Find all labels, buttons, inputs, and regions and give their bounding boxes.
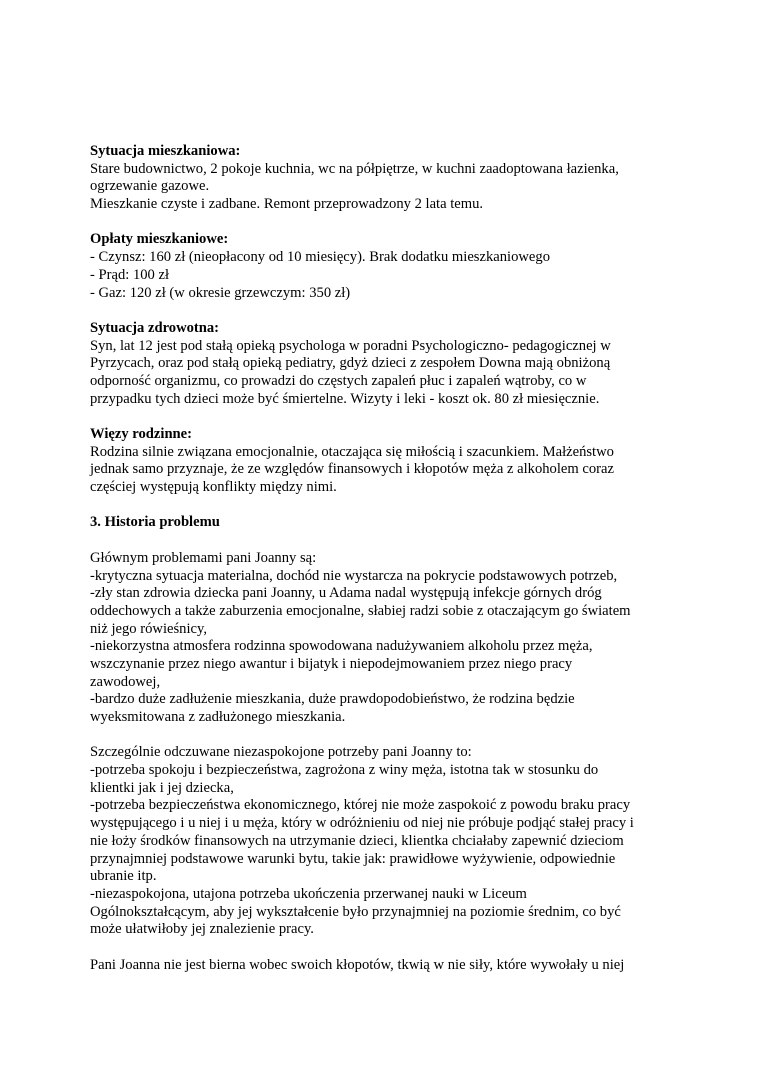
paragraph-line: częściej występują konflikty między nimi. (90, 479, 337, 496)
list-item: -niezaspokojona, utajona potrzeba ukończenia przerwanej nauki w Liceum (90, 885, 527, 902)
list-item: -niekorzystna atmosfera rodzinna spowodowana nadużywaniem alkoholu przez męża, (90, 638, 593, 655)
paragraph-spacer (90, 302, 680, 320)
section-family (90, 426, 680, 497)
list-item: może ułatwiłoby jej znalezienie pracy. (90, 921, 314, 938)
paragraph-line: Pyrzycach, oraz pod stałą opieką pediatry, gdyż dzieci z zespołem Downa mają obniżoną (90, 355, 611, 372)
list-item: wyeksmitowana z zadłużonego mieszkania. (90, 709, 346, 725)
section-health (90, 320, 680, 408)
paragraph-line: ogrzewanie gazowe. (90, 178, 210, 195)
section-housing (90, 143, 680, 214)
list-item: Ogólnokształcącym, aby jej wykształcenie było przynajmniej na poziomie średnim, co być (90, 903, 621, 920)
list-item: zawodowej, (90, 673, 161, 690)
section-heading-housing: Sytuacja mieszkaniowa: (90, 143, 241, 159)
paragraph-spacer (90, 497, 680, 515)
section-heading-health: Sytuacja zdrowotna: (90, 319, 220, 336)
paragraph-spacer (90, 214, 680, 232)
paragraph-line: Syn, lat 12 jest pod stałą opieką psychologa w poradni Psychologiczno- pedagogicznej w (90, 337, 611, 354)
section-heading-fees: Opłaty mieszkaniowe: (90, 231, 229, 248)
section-needs (90, 744, 680, 939)
section-problems (90, 550, 680, 727)
paragraph-spacer (90, 727, 680, 745)
list-item: występującego i u niej i u męża, który w odróżnieniu od niej nie próbuje podjąć stałej pracy i (90, 815, 634, 832)
paragraph-line: Głównym problemami pani Joanny są: (90, 549, 317, 566)
paragraph-spacer (90, 939, 680, 957)
paragraph-line: Rodzina silnie związana emocjonalnie, otaczająca się miłością i szacunkiem. Małżeństwo (90, 443, 614, 460)
section-heading-family: Więzy rodzinne: (90, 426, 193, 442)
list-item: ubranie itp. (90, 868, 157, 885)
list-item: - Gaz: 120 zł (w okresie grzewczym: 350 zł) (90, 284, 351, 301)
list-item: -potrzeba spokoju i bezpieczeństwa, zagrożona z winy męża, istotna tak w stosunku do (90, 762, 599, 779)
list-item: - Czynsz: 160 zł (nieopłacony od 10 miesięcy). Brak dodatku mieszkaniowego (90, 249, 550, 266)
list-item: - Prąd: 100 zł (90, 266, 170, 283)
section-fees (90, 231, 680, 302)
paragraph-line: jednak samo przyznaje, że ze względów finansowych i kłopotów męża z alkoholem coraz (90, 461, 614, 478)
section-heading-history: 3. Historia problemu (90, 514, 220, 531)
paragraph-line: Szczególnie odczuwane niezaspokojone potrzeby pani Joanny to: (90, 744, 472, 761)
paragraph-line: Stare budownictwo, 2 pokoje kuchnia, wc na półpiętrze, w kuchni zaadoptowana łazienka, (90, 160, 619, 177)
paragraph-line: Pani Joanna nie jest bierna wobec swoich kłopotów, tkwią w nie siły, które wywołały u niej (90, 956, 625, 973)
list-item: klientki jak i jej dziecka, (90, 779, 234, 796)
list-item: -potrzeba bezpieczeństwa ekonomicznego, której nie może zaspokoić z powodu braku pracy (90, 797, 631, 814)
list-item: wszczynanie przez niego awantur i bijatyk i niepodejmowaniem przez niego pracy (90, 655, 573, 672)
list-item: -bardzo duże zadłużenie mieszkania, duże prawdopodobieństwo, że rodzina będzie (90, 691, 575, 708)
list-item: przynajmniej podstawowe warunki bytu, takie jak: prawidłowe wyżywienie, odpowiednie (90, 850, 616, 867)
list-item: niż jego rówieśnicy, (90, 620, 207, 637)
paragraph-line: odporność organizmu, co prowadzi do częstych zapaleń płuc i zapaleń wątroby, co w (90, 372, 587, 389)
section-closing (90, 957, 680, 975)
list-item: oddechowych a także zaburzenia emocjonalne, słabiej radzi sobie z otaczającym go światem (90, 602, 631, 619)
paragraph-line: Mieszkanie czyste i zadbane. Remont przeprowadzony 2 lata temu. (90, 196, 484, 213)
paragraph-line: przypadku tych dzieci może być śmiertelne. Wizyty i leki - koszt ok. 80 zł miesięcznie. (90, 390, 600, 407)
document-page (90, 143, 680, 974)
list-item: -zły stan zdrowia dziecka pani Joanny, u Adama nadal występują infekcje górnych dróg (90, 585, 602, 602)
paragraph-spacer (90, 532, 680, 550)
list-item: nie łoży środków finansowych na utrzymanie dzieci, klientka chciałaby zapewnić dzieciom (90, 832, 624, 849)
paragraph-spacer (90, 408, 680, 426)
list-item: -krytyczna sytuacja materialna, dochód nie wystarcza na pokrycie podstawowych potrzeb, (90, 567, 618, 584)
